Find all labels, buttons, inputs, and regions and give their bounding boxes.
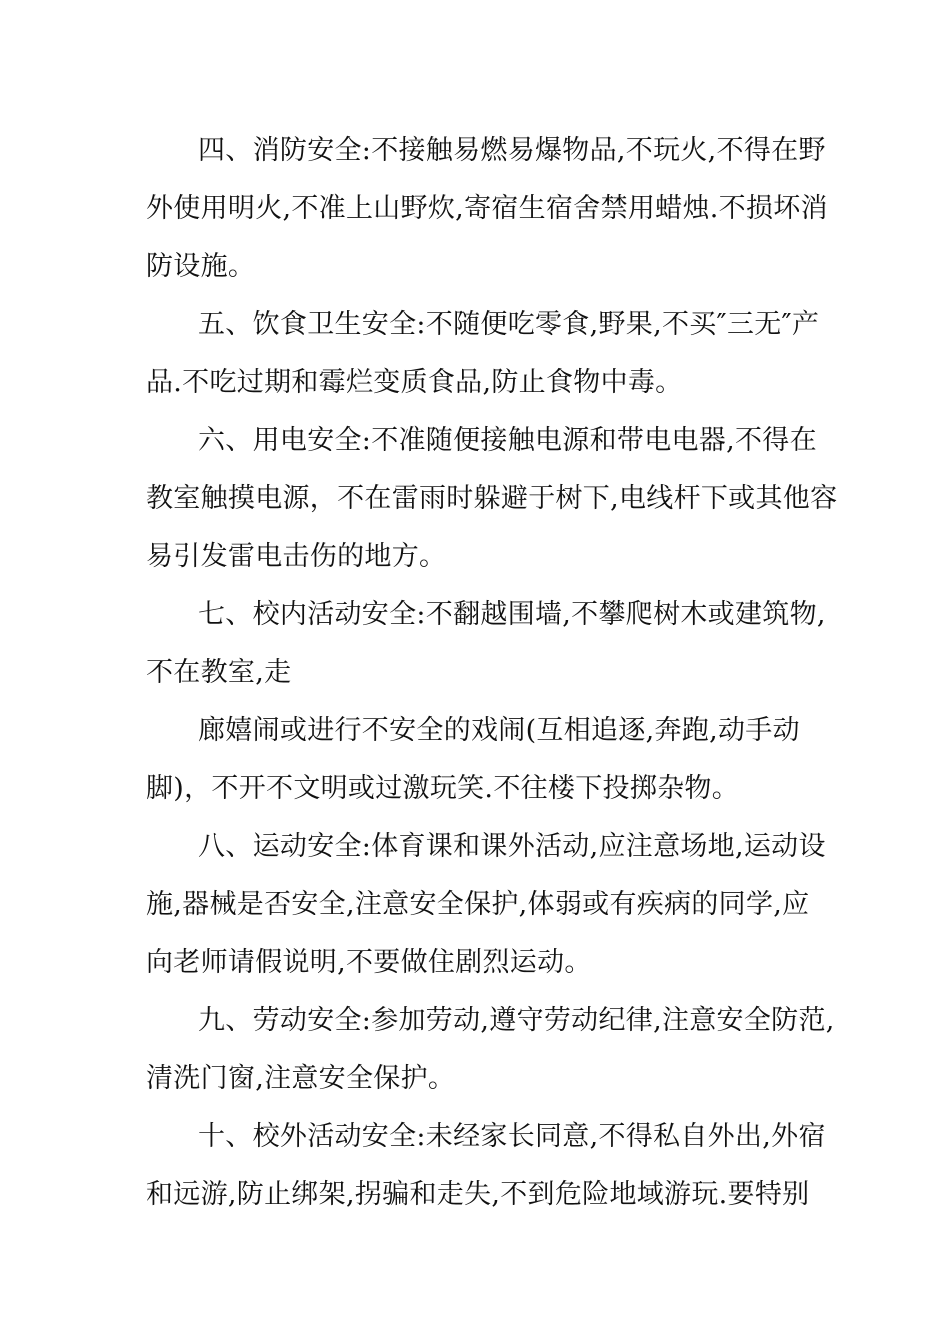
- paragraph-4-line-3: 防设施。: [146, 251, 256, 282]
- paragraph-9-line-2: 清洗门窗,注意安全保护。: [146, 1063, 456, 1094]
- paragraph-10-line-1: 十、校外活动安全:未经家长同意,不得私自外出,外宿: [198, 1121, 826, 1152]
- paragraph-4-line-2: 外使用明火,不准上山野炊,寄宿生宿舍禁用蜡烛.不损坏消: [146, 193, 828, 224]
- paragraph-8-line-2: 施,器械是否安全,注意安全保护,体弱或有疾病的同学,应: [146, 889, 810, 920]
- paragraph-7-line-4: 脚)，不开不文明或过激玩笑.不往楼下投掷杂物。: [146, 773, 740, 804]
- paragraph-5-line-1: 五、饮食卫生安全:不随便吃零食,野果,不买″三无″产: [198, 309, 820, 340]
- paragraph-5-line-2: 品.不吃过期和霉烂变质食品,防止食物中毒。: [146, 367, 683, 398]
- paragraph-6-line-2: 教室触摸电源，不在雷雨时躲避于树下,电线杆下或其他容: [146, 483, 838, 514]
- paragraph-4-line-1: 四、消防安全:不接触易燃易爆物品,不玩火,不得在野: [198, 135, 826, 166]
- paragraph-6-line-3: 易引发雷电击伤的地方。: [146, 541, 447, 572]
- paragraph-9-line-1: 九、劳动安全:参加劳动,遵守劳动纪律,注意安全防范,: [198, 1005, 835, 1036]
- paragraph-7-line-2: 不在教室,走: [146, 657, 292, 688]
- paragraph-7-line-3: 廊嬉闹或进行不安全的戏闹(互相追逐,奔跑,动手动: [198, 715, 800, 746]
- paragraph-8-line-3: 向老师请假说明,不要做住剧烈运动。: [146, 947, 592, 978]
- paragraph-7-line-1: 七、校内活动安全:不翻越围墙,不攀爬树木或建筑物,: [198, 599, 826, 630]
- paragraph-8-line-1: 八、运动安全:体育课和课外活动,应注意场地,运动设: [198, 831, 826, 862]
- paragraph-10-line-2: 和远游,防止绑架,拐骗和走失,不到危险地域游玩.要特别: [146, 1179, 810, 1210]
- paragraph-6-line-1: 六、用电安全:不准随便接触电源和带电电器,不得在: [198, 425, 817, 456]
